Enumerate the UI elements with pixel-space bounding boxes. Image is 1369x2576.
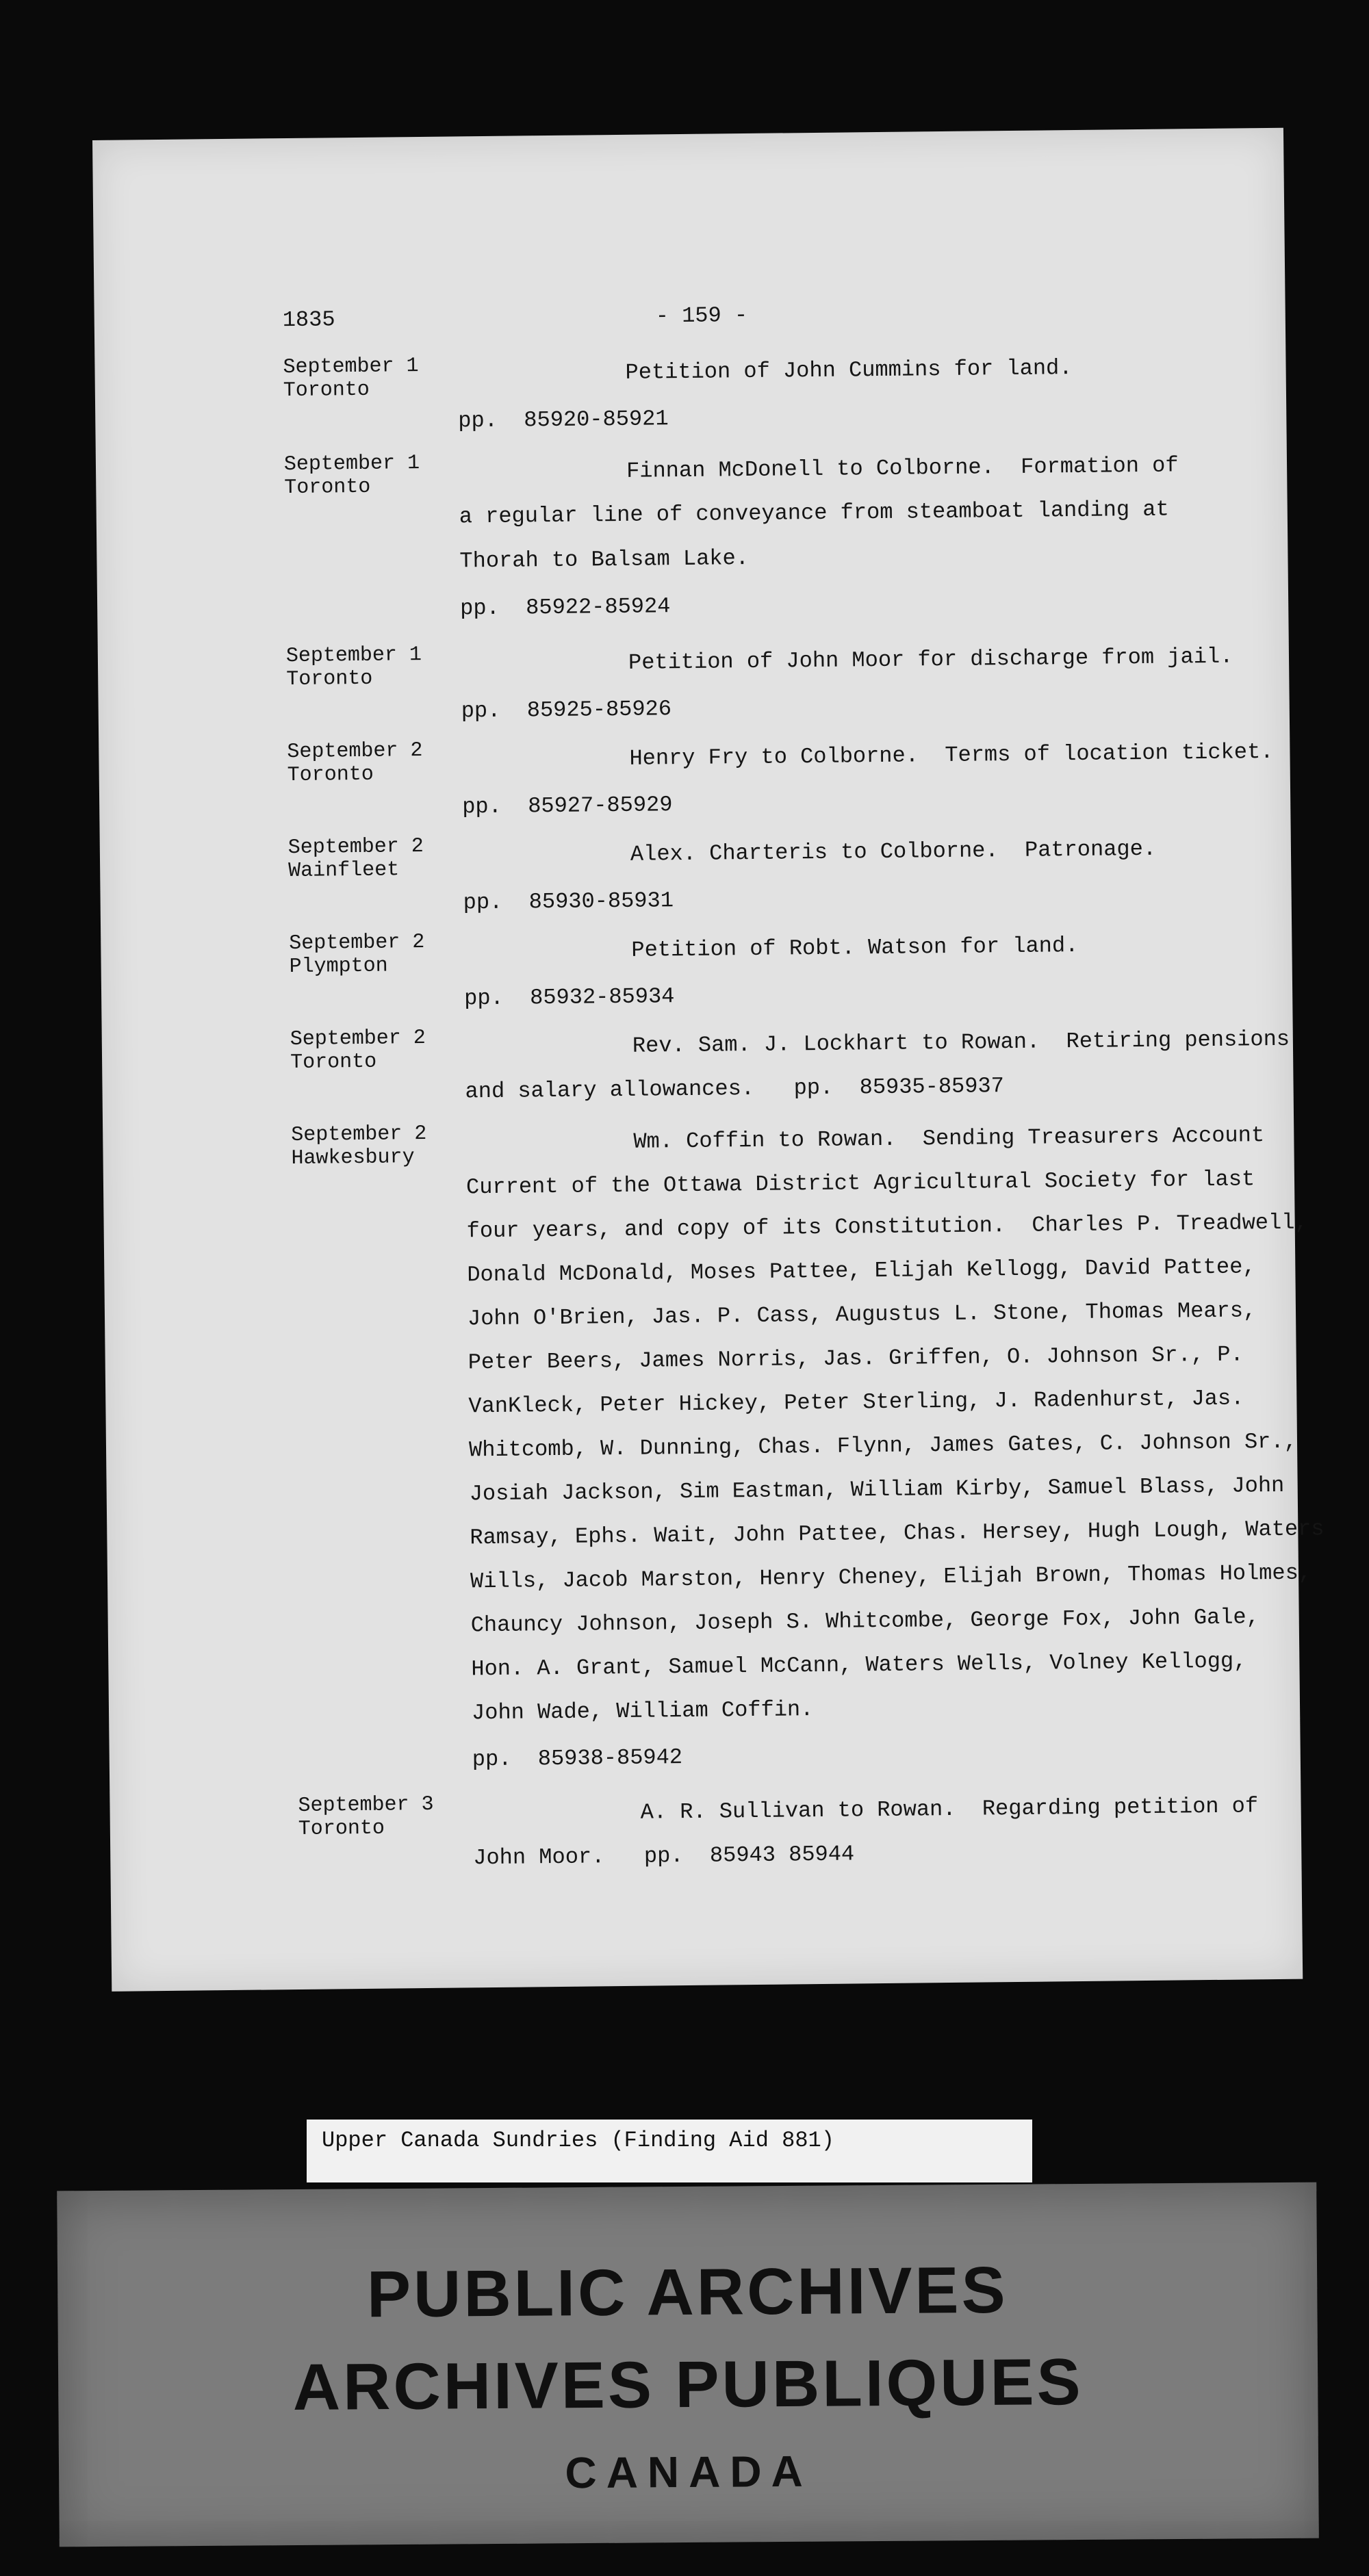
entry-line: Wm. Coffin to Rowan. Sending Treasurers Account bbox=[633, 1122, 1265, 1155]
entry-line: Peter Beers, James Norris, Jas. Griffen, O. Johnson Sr., P. bbox=[468, 1341, 1244, 1376]
entry-date: September 2 bbox=[290, 1026, 426, 1052]
entry-place: Toronto bbox=[283, 378, 370, 403]
year-header: 1835 bbox=[282, 307, 335, 333]
entry-place: Toronto bbox=[286, 667, 373, 692]
entry-date: September 2 bbox=[287, 834, 424, 860]
entry-line: and salary allowances. pp. 85935-85937 bbox=[465, 1073, 1005, 1105]
entry-place: Toronto bbox=[284, 475, 371, 500]
entry-line: Donald McDonald, Moses Pattee, Elijah Kellogg, David Pattee, bbox=[467, 1254, 1256, 1288]
entry-place: Toronto bbox=[298, 1816, 385, 1841]
stamp-line-country: CANADA bbox=[565, 2446, 813, 2498]
entry-line: Thorah to Balsam Lake. bbox=[459, 545, 750, 574]
entry-date: September 1 bbox=[283, 452, 420, 477]
entry-line: Hon. A. Grant, Samuel McCann, Waters Wells, Volney Kellogg, bbox=[471, 1648, 1247, 1682]
entry-line: Finnan McDonell to Colborne. Formation of bbox=[626, 452, 1179, 484]
entry-line: four years, and copy of its Constitution. Charles P. Treadwell, bbox=[466, 1209, 1308, 1244]
entry-pages: pp. 85920-85921 bbox=[458, 406, 669, 434]
entry-place: Hawkesbury bbox=[291, 1146, 415, 1171]
archives-stamp bbox=[57, 2182, 1319, 2547]
entry-pages: pp. 85932-85934 bbox=[463, 983, 675, 1012]
entry-pages: pp. 85922-85924 bbox=[459, 593, 671, 621]
entry-place: Wainfleet bbox=[288, 858, 400, 884]
entry-date: September 1 bbox=[283, 355, 419, 380]
entry-line: John Wade, William Coffin. bbox=[471, 1697, 814, 1726]
entry-line: Wills, Jacob Marston, Henry Cheney, Elijah Brown, Thomas Holmes, bbox=[470, 1560, 1312, 1595]
entry-date: September 2 bbox=[291, 1122, 427, 1148]
entry-line: Rev. Sam. J. Lockhart to Rowan. Retiring pensions bbox=[632, 1026, 1290, 1059]
entry-line: Petition of John Moor for discharge from jail. bbox=[628, 643, 1233, 675]
entry-line: Henry Fry to Colborne. Terms of location ticket. bbox=[629, 738, 1274, 771]
entry-line: Alex. Charteris to Colborne. Patronage. bbox=[630, 836, 1157, 867]
stamp-line-french: ARCHIVES PUBLIQUES bbox=[292, 2345, 1084, 2425]
entry-line: a regular line of conveyance from steamboat landing at bbox=[459, 496, 1169, 530]
entry-line: Petition of Robt. Watson for land. bbox=[631, 932, 1079, 963]
entry-line: A. R. Sullivan to Rowan. Regarding petition of bbox=[640, 1793, 1259, 1825]
entry-date: September 3 bbox=[298, 1792, 434, 1818]
document-page bbox=[92, 128, 1325, 1992]
entry-pages: pp. 85930-85931 bbox=[463, 888, 674, 916]
entry-line: VanKleck, Peter Hickey, Peter Sterling, J. Radenhurst, Jas. bbox=[468, 1385, 1244, 1419]
entry-line: Whitcomb, W. Dunning, Chas. Flynn, James Gates, C. Johnson Sr., bbox=[468, 1428, 1297, 1463]
entry-line: John O'Brien, Jas. P. Cass, Augustus L. Stone, Thomas Mears, bbox=[467, 1298, 1257, 1332]
entry-date: September 2 bbox=[287, 738, 423, 764]
finding-aid-caption bbox=[307, 2120, 1032, 2182]
page-number: - 159 - bbox=[655, 302, 748, 329]
entry-place: Plympton bbox=[289, 954, 388, 979]
entry-place: Toronto bbox=[290, 1050, 377, 1075]
entry-line: Ramsay, Ephs. Wait, John Pattee, Chas. Hersey, Hugh Lough, Waters bbox=[470, 1516, 1325, 1551]
stamp-line-english: PUBLIC ARCHIVES bbox=[366, 2253, 1008, 2332]
entry-line: Petition of John Cummins for land. bbox=[625, 355, 1073, 385]
page-text-layer bbox=[92, 128, 1325, 1992]
entry-date: September 1 bbox=[285, 643, 422, 669]
entry-pages: pp. 85925-85926 bbox=[461, 696, 672, 724]
caption-text: Upper Canada Sundries (Finding Aid 881) bbox=[322, 2128, 834, 2153]
entry-pages: pp. 85927-85929 bbox=[462, 792, 673, 820]
entry-date: September 2 bbox=[289, 930, 425, 956]
entry-line: John Moor. pp. 85943 85944 bbox=[473, 1841, 855, 1871]
entry-place: Toronto bbox=[287, 762, 374, 788]
entry-line: Chauncy Johnson, Joseph S. Whitcombe, George Fox, John Gale, bbox=[470, 1604, 1260, 1638]
entry-line: Josiah Jackson, Sim Eastman, William Kirby, Samuel Blass, John bbox=[469, 1472, 1285, 1507]
entry-line: Current of the Ottawa District Agricultural Society for last bbox=[465, 1166, 1255, 1200]
entry-pages: pp. 85938-85942 bbox=[472, 1744, 683, 1773]
